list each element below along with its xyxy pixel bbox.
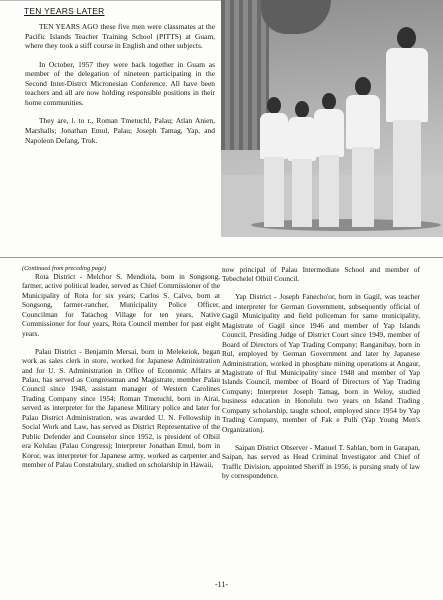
article-paragraph: They are, l. to r., Roman Tmetuchl, Palau; Atlan Anien, Marshalls; Jonathan Emul, Palau; Joseph Tamag, Yap, and Napoleon Defang, Truk.	[25, 116, 215, 145]
continued-label: (Continued from preceding page)	[22, 265, 106, 272]
right-column	[222, 265, 420, 489]
article-paragraph: In October, 1957 they were back together in Guam as member of the delegation of nineteen participating in the Second Inter-Distrct Micronesian Conference. All have been teachers and all are now holding responsible positions in their home communities.	[25, 59, 215, 107]
district-paragraph: Palau District - Benjamin Mersai, born in Melekeiok, began work as sales clerk in store, worked for Japanese Administration and for U. S. Administration in Office of Economic Affairs at Palau, has served as Congressman and Magistrate, member Palau Council since 1948, assistant manager of Western Carolines Trading Company since 1954; Roman Tmetuchl, born in Airai, served as interpreter for the Japanese Military police and later for Palau District Administration, was awarded U. N. Fellowship in Social Work and Law, has served as District Representative of the Public Defender and Counselor since 1952, is president of Olbiil era Kelulau (Palau Congress); Interpreter Jonathan Emul, born in Koror, was interpreter for Japanese army, worked as carpenter and member of Palau Constabulary, studied on scholarship in Hawaii,	[22, 346, 220, 470]
left-column	[22, 272, 220, 478]
page-number: -11-	[214, 580, 229, 589]
district-paragraph: Saipan District Observer - Manuel T. Sablan, born in Garapan, Saipan, has served as Head Criminal Investigator and Chief of Traffic Division, appointed Sheriff in 1956, is pursing study of law by correspondence.	[222, 442, 420, 481]
continuation-paragraph: now principal of Palau Intermediate School and member of Tebechelel Olbiil Council.	[222, 265, 420, 284]
district-paragraph: Yap District - Joseph Fanecho'or, born in Gagil, was teacher and interpreter for German Government, subsequently official of Gagil Municipality and field policeman for same municipality, Magistrate of Gagil since 1946 and member of Yap Islands Council, Presiding Judge of District Court since 1949, member of Board of Directors of Yap Trading Company; Ranganibay, born in Rul, employed by German Government and later by Japanese Administration, worked in phosphate mining operations at Angaur, Magistrate of Rul Municipality since 1948 and member of Yap Islands Council, member of Board of Directors of Yap Trading Company; Interpreter Joseph Tamag, born in Weloy, studied business education in Honolulu two years on Island Trading Company scholarship, taught school, employed since 1954 by Yap Trading Company, member of Fak e Pulh (Yap Young Men's Organization).	[222, 292, 420, 434]
article-paragraph: TEN YEARS AGO these five men were classmates at the Pacific Islands Teacher Training School (PITTS) at Guam, where they took a stiff course in English and other subjects.	[25, 22, 215, 51]
article-body	[25, 22, 215, 154]
district-paragraph: Rota District - Melchor S. Mendiola, born in Songsong, farmer, active political leader, served as Chief Commissioner of the Municipality of Rota for six years; Carlos S. Calvo, born at Songsong, farmer-rancher, Municipality Police Officer, Councilman for Tatachog Village for ten years, Native Commissioner for four years, Rota Council member for past eight years.	[22, 272, 220, 338]
section-divider	[0, 257, 443, 258]
group-photo	[221, 0, 443, 237]
article-title: TEN YEARS LATER	[24, 6, 105, 16]
